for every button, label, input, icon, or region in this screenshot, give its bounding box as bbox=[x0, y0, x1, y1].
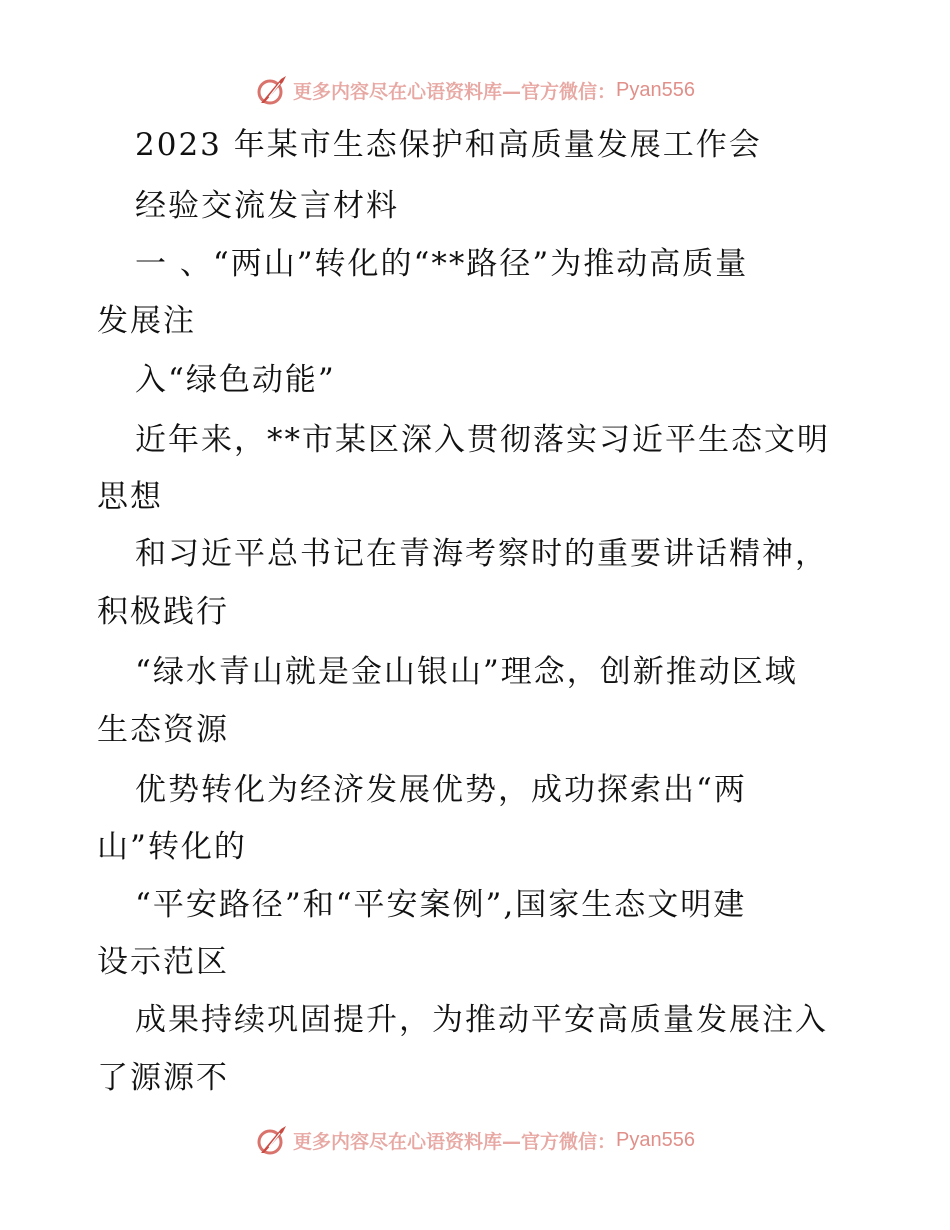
body-line: 了源源不 bbox=[97, 1060, 229, 1096]
watermark-wechat-id: Pyan556 bbox=[616, 78, 695, 101]
watermark-wechat-id: Pyan556 bbox=[616, 1128, 695, 1151]
body-line: “平安路径”和“平安案例”,国家生态文明建 bbox=[135, 887, 747, 923]
body-line: 思想 bbox=[97, 479, 163, 515]
quill-logo-icon bbox=[255, 73, 289, 107]
body-line: 优势转化为经济发展优势，成功探索出“两 bbox=[135, 772, 747, 808]
heading-line-1: 一 、“两山”转化的“**路径”为推动高质量 bbox=[135, 246, 749, 282]
header-watermark bbox=[0, 70, 950, 110]
watermark-text: 更多内容尽在心语资料库—官方微信： bbox=[293, 1130, 617, 1153]
footer-watermark bbox=[0, 1120, 950, 1160]
title-line-1: 2023 年某市生态保护和高质量发展工作会 bbox=[135, 127, 762, 163]
quill-logo-icon bbox=[255, 1123, 289, 1157]
heading-line-3: 入“绿色动能” bbox=[135, 362, 336, 398]
heading-line-2: 发展注 bbox=[97, 303, 196, 339]
body-line: 近年来，**市某区深入贯彻落实习近平生态文明 bbox=[135, 422, 830, 458]
body-line: 设示范区 bbox=[97, 944, 229, 980]
body-line: 成果持续巩固提升，为推动平安高质量发展注入 bbox=[135, 1002, 828, 1038]
watermark-text: 更多内容尽在心语资料库—官方微信： bbox=[293, 80, 617, 103]
title-line-2: 经验交流发言材料 bbox=[135, 188, 399, 224]
body-line: 和习近平总书记在青海考察时的重要讲话精神， bbox=[135, 536, 828, 572]
body-line: 积极践行 bbox=[97, 594, 229, 630]
body-line: 生态资源 bbox=[97, 712, 229, 748]
body-line: 山”转化的 bbox=[97, 829, 247, 865]
body-line: “绿水青山就是金山银山”理念，创新推动区域 bbox=[135, 654, 798, 690]
